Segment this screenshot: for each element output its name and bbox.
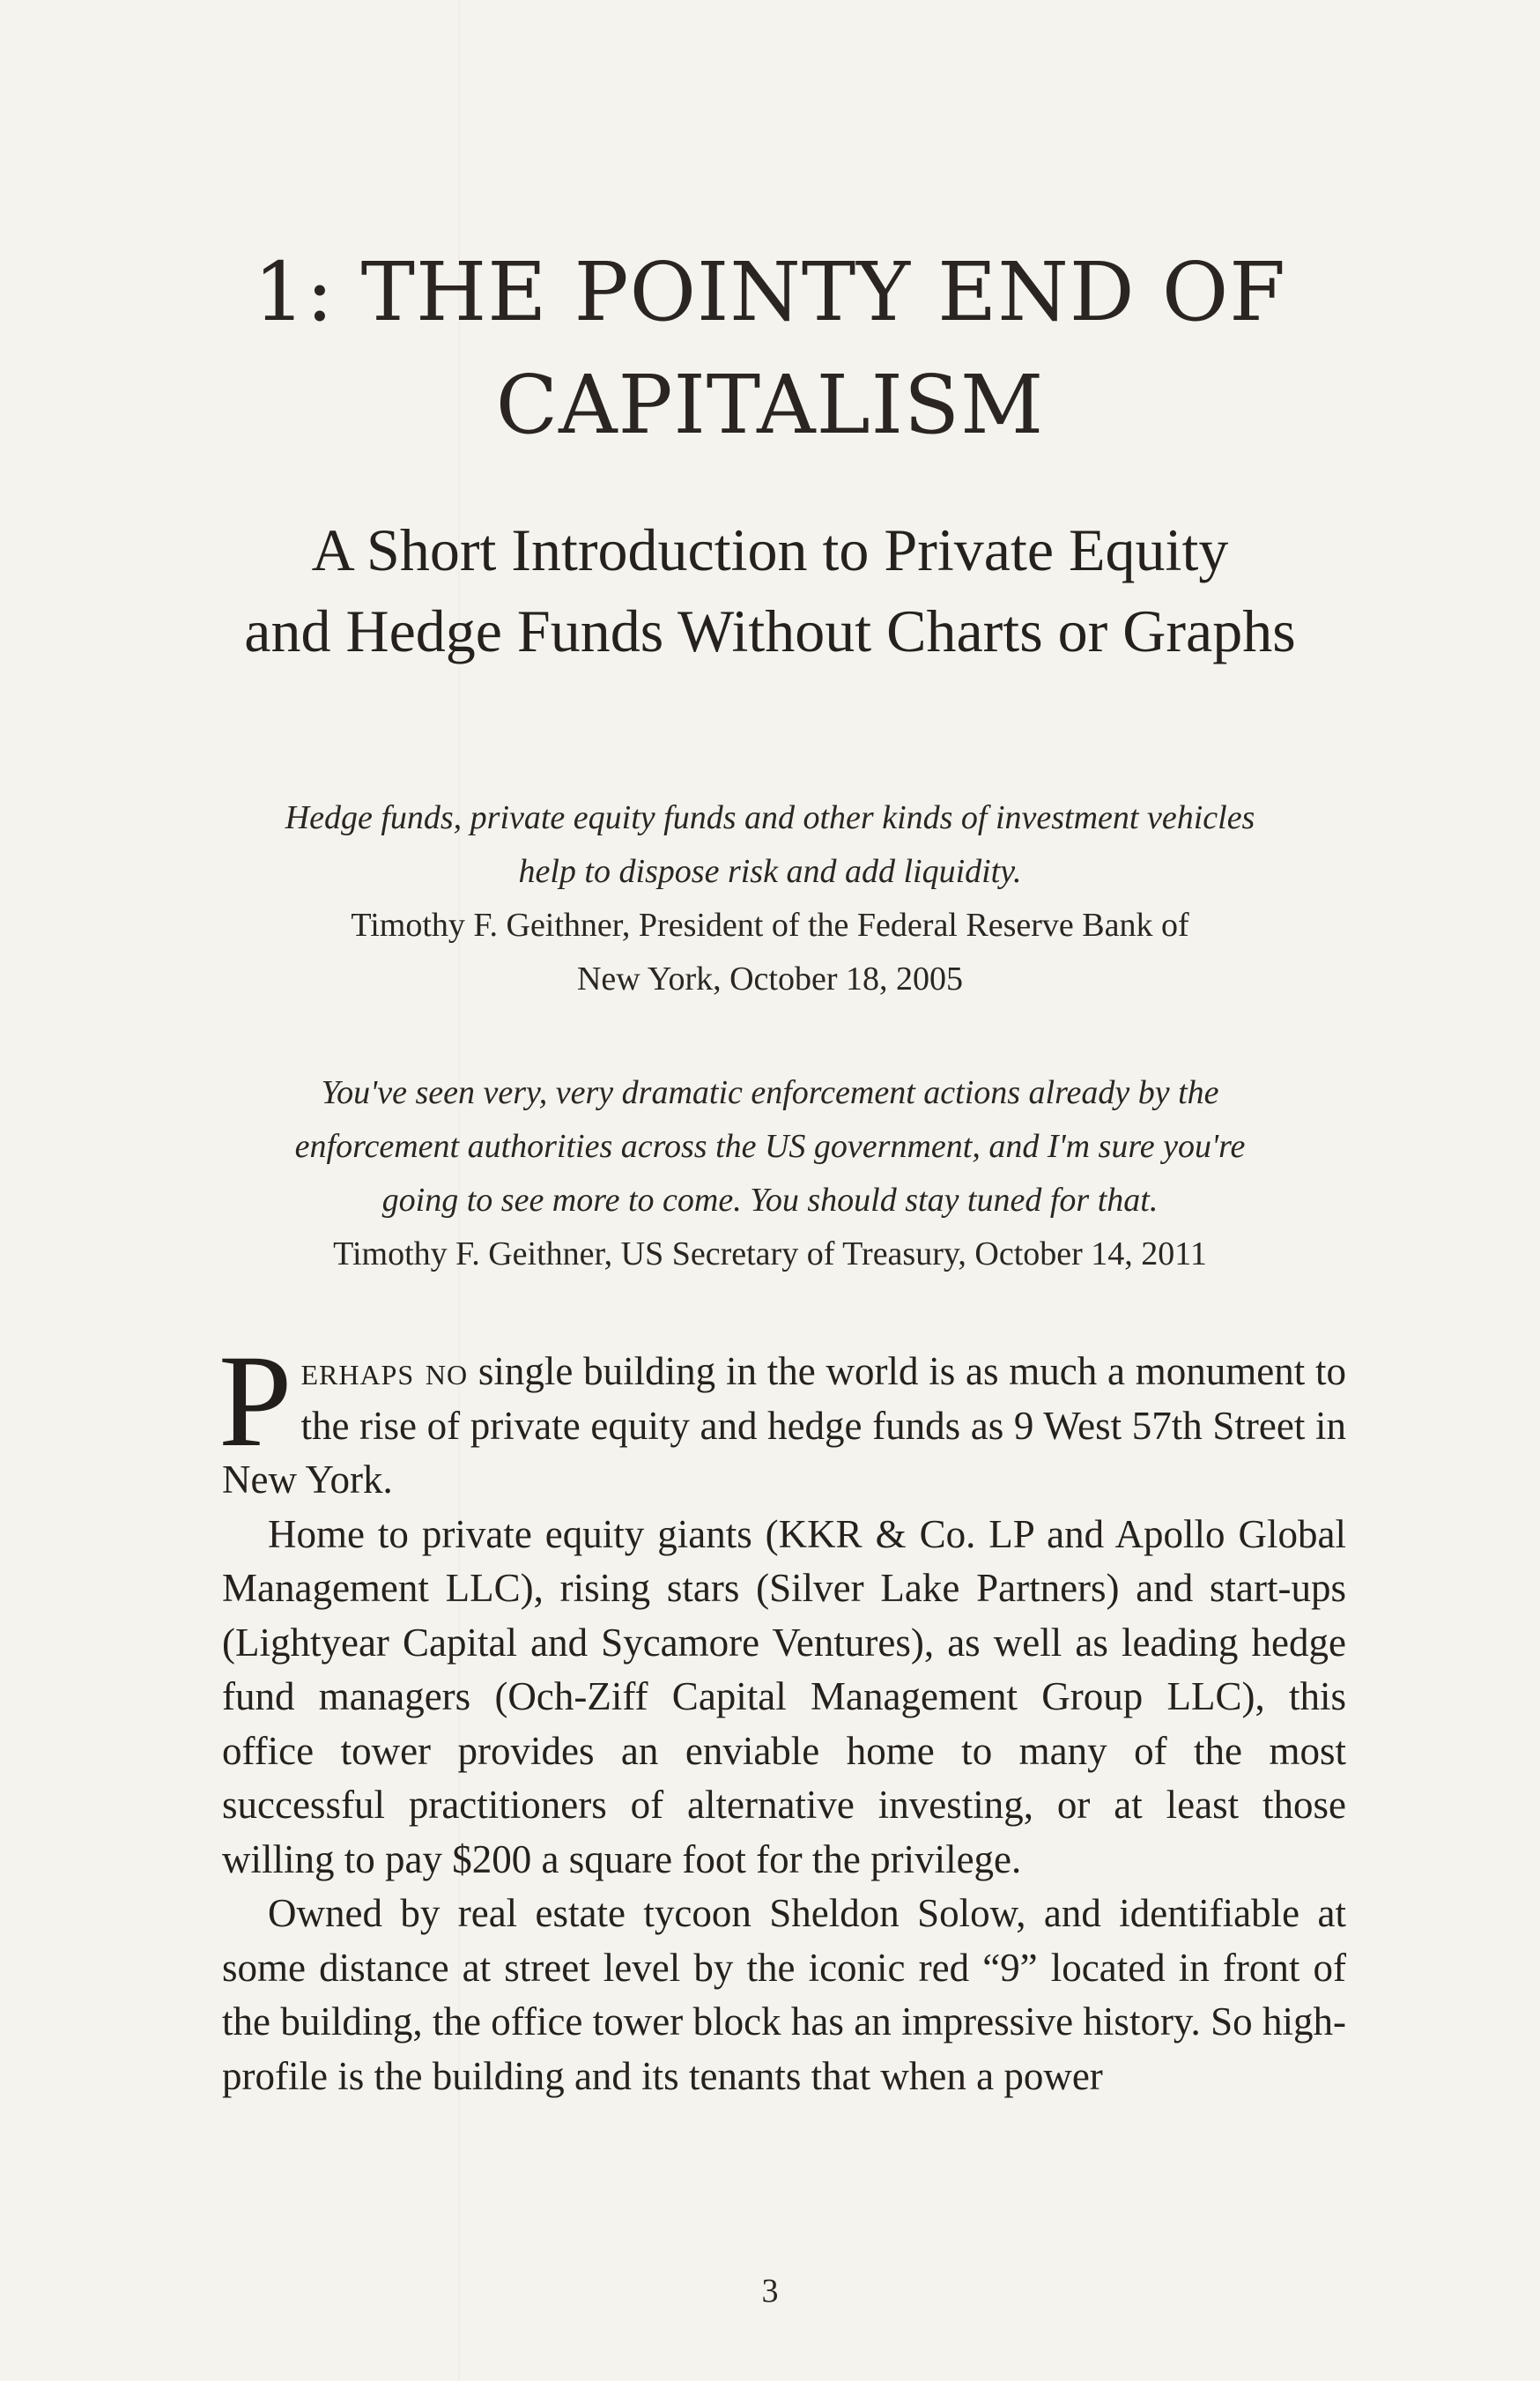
epigraph-quote-line: going to see more to come. You should stay tuned for that. xyxy=(381,1182,1159,1219)
epigraph-quote-line: Hedge funds, private equity funds and other kinds of investment vehicles xyxy=(285,799,1255,836)
chapter-title xyxy=(0,236,1540,462)
epigraph-attribution-line: Timothy F. Geithner, President of the Federal Reserve Bank of xyxy=(351,907,1189,944)
paragraph-2: Home to private equity giants (KKR & Co. LP and Apollo Global Management LLC), rising stars (Silver Lake Partners) and start-ups (Lightyear Capital and Sycamore Ventures), as well as leading hedge fund managers (Och-Ziff Capital Management Group LLC), this office tower provides an enviable home to many of the most successful practitioners of alternative investing, or at least those willing to pay $200 a square foot for the privilege. xyxy=(222,1511,1346,1881)
epigraph-attribution xyxy=(167,1228,1373,1281)
body-text xyxy=(218,1328,1346,2103)
epigraph-attribution xyxy=(167,899,1373,1006)
paragraph-1 xyxy=(218,1328,1346,1508)
epigraph-2 xyxy=(167,1066,1373,1281)
epigraph-quote-line: help to dispose risk and add liquidity. xyxy=(518,853,1022,890)
epigraph-quote xyxy=(167,1066,1373,1228)
epigraph-quote xyxy=(167,791,1373,899)
chapter-subtitle xyxy=(0,509,1540,671)
paragraph-3: Owned by real estate tycoon Sheldon Solow, and identifiable at some distance at street level by the iconic red “9” located in front of the building, the office tower block has an impressive history. So high-profile is the building and its tenants that when a power xyxy=(222,1891,1346,2098)
chapter-title-line-1: 1: THE POINTY END OF xyxy=(253,245,1287,339)
epigraph-attribution-line: Timothy F. Geithner, US Secretary of Treasury, October 14, 2011 xyxy=(333,1235,1207,1272)
chapter-subtitle-line-1: A Short Introduction to Private Equity xyxy=(311,516,1229,583)
epigraph-quote-line: You've seen very, very dramatic enforcement actions already by the xyxy=(321,1074,1219,1111)
chapter-title-line-2: CAPITALISM xyxy=(495,358,1045,452)
opening-small-caps: erhaps no xyxy=(300,1349,469,1393)
epigraph-quote-line: enforcement authorities across the US government, and I'm sure you're xyxy=(294,1128,1246,1165)
epigraph-1 xyxy=(167,791,1373,1006)
page-number: 3 xyxy=(761,2273,779,2310)
paragraph-1-text: single building in the world is as much a monument to the rise of private equity and hedge funds as 9 West 57th Street in New York. xyxy=(222,1349,1346,1502)
chapter-subtitle-line-2: and Hedge Funds Without Charts or Graphs xyxy=(244,597,1296,664)
epigraph-attribution-line: New York, October 18, 2005 xyxy=(576,961,964,998)
drop-cap: P xyxy=(218,1328,292,1474)
